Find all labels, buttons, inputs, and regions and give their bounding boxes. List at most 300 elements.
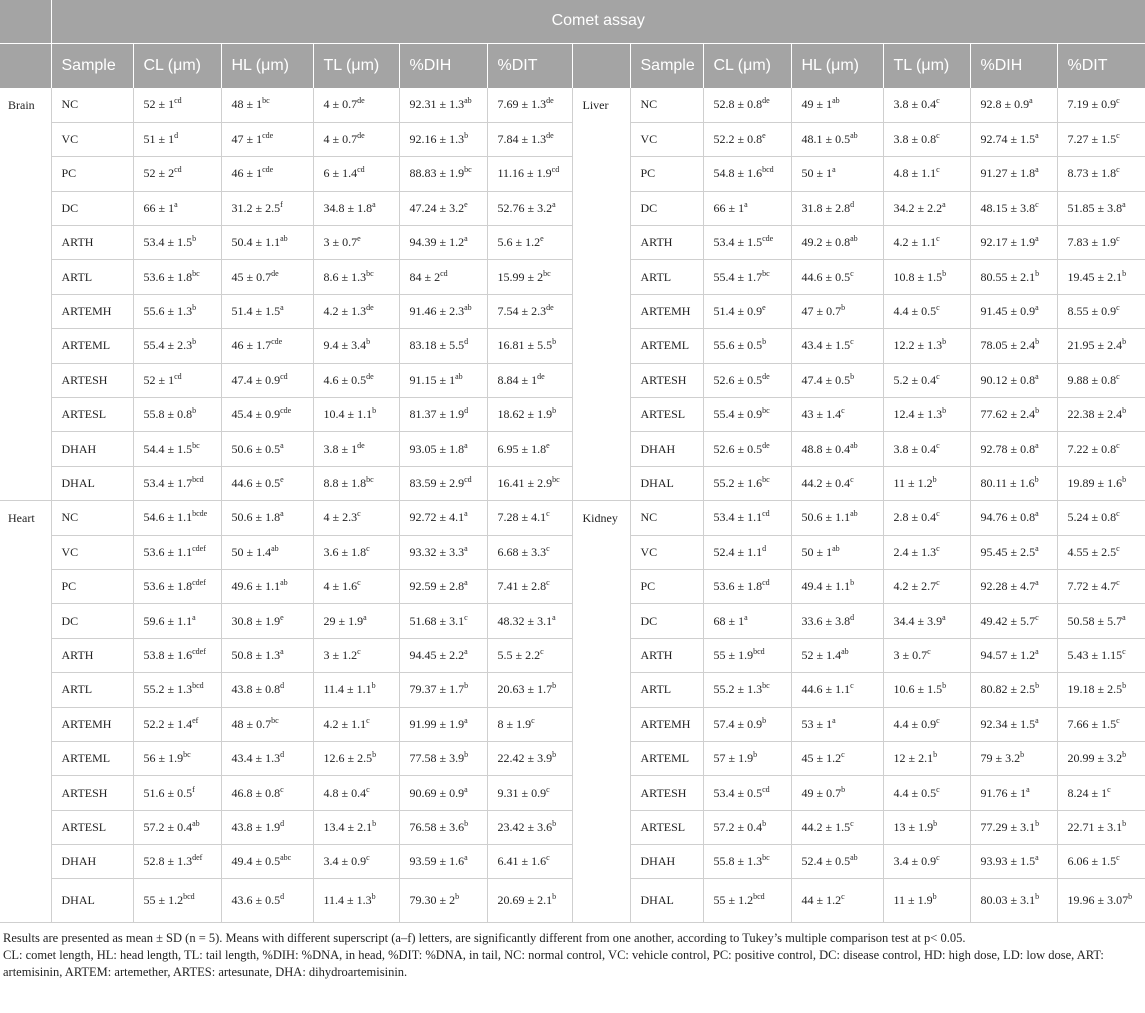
organ-label-right: Kidney [572, 501, 630, 923]
cl-value: 56 ± 1.9 [143, 751, 184, 766]
dih-cell [399, 604, 487, 638]
hl-cell [221, 191, 313, 225]
dih-superscript: a [1035, 509, 1039, 519]
dih-superscript: b [1035, 268, 1040, 278]
tl-value: 11.4 ± 1.1 [323, 682, 372, 697]
cl-superscript: cdef [192, 543, 206, 553]
header-sample-right: Sample [630, 43, 703, 88]
dit-cell [1057, 673, 1145, 707]
dit-superscript: c [1116, 509, 1120, 519]
dit-value: 7.41 ± 2.8 [497, 579, 547, 594]
dih-superscript: a [1035, 543, 1039, 553]
tl-cell [883, 673, 970, 707]
cl-cell [703, 638, 791, 672]
dit-cell [1057, 638, 1145, 672]
dih-cell [970, 707, 1057, 741]
cl-cell [703, 741, 791, 775]
tl-superscript: c [936, 371, 940, 381]
sample-cell: ARTL [630, 260, 703, 294]
dit-cell [1057, 157, 1145, 191]
dih-value: 91.27 ± 1.8 [980, 166, 1036, 181]
cl-cell [133, 226, 221, 260]
tl-value: 12.6 ± 2.5 [323, 751, 373, 766]
cl-value: 52.6 ± 0.5 [713, 441, 763, 456]
cl-value: 53.6 ± 1.8 [713, 579, 763, 594]
tl-superscript: c [366, 853, 370, 863]
tl-cell [883, 88, 970, 122]
hl-value: 44.6 ± 0.5 [231, 475, 281, 490]
dih-superscript: c [1035, 612, 1039, 622]
tl-cell [883, 638, 970, 672]
dih-cell [399, 845, 487, 879]
hl-cell [221, 879, 313, 923]
tl-superscript: c [936, 509, 940, 519]
tl-value: 3 ± 1.2 [323, 647, 358, 662]
tl-cell [313, 260, 399, 294]
dit-value: 5.43 ± 1.15 [1067, 647, 1123, 662]
dit-value: 5.5 ± 2.2 [497, 647, 541, 662]
tl-value: 4.2 ± 1.1 [323, 716, 367, 731]
tl-cell [313, 741, 399, 775]
hl-cell [221, 673, 313, 707]
cl-superscript: bcde [192, 509, 208, 519]
cl-value: 53.4 ± 1.5 [143, 235, 193, 250]
cl-cell [703, 260, 791, 294]
hl-superscript: ab [850, 234, 858, 244]
dih-superscript: cd [440, 268, 448, 278]
dih-value: 80.03 ± 3.1 [980, 893, 1036, 908]
hl-cell [791, 260, 883, 294]
hl-value: 49 ± 1 [801, 97, 833, 112]
tl-cell [883, 569, 970, 603]
tl-cell [313, 363, 399, 397]
hl-value: 46 ± 1.7 [231, 338, 272, 353]
cl-value: 53.4 ± 1.7 [143, 475, 193, 490]
dit-superscript: c [1116, 853, 1120, 863]
tl-value: 11.4 ± 1.3 [323, 893, 372, 908]
dit-value: 22.38 ± 2.4 [1067, 407, 1123, 422]
cl-cell [703, 157, 791, 191]
dih-superscript: a [464, 853, 468, 863]
dih-cell [399, 157, 487, 191]
hl-superscript: a [832, 165, 836, 175]
dit-cell [487, 122, 572, 156]
cl-superscript: de [762, 440, 770, 450]
tl-superscript: c [936, 165, 940, 175]
dih-superscript: b [1035, 892, 1040, 902]
dit-cell [487, 432, 572, 466]
tl-cell [313, 879, 399, 923]
cl-value: 53.4 ± 1.1 [713, 510, 763, 525]
sample-cell: ARTESL [51, 398, 133, 432]
organ-label-right: Liver [572, 88, 630, 501]
dih-cell [970, 638, 1057, 672]
dit-cell [1057, 363, 1145, 397]
hl-value: 44 ± 1.2 [801, 893, 842, 908]
dih-superscript: b [464, 750, 469, 760]
cl-cell [703, 535, 791, 569]
cl-value: 52.2 ± 1.4 [143, 716, 193, 731]
cl-superscript: bc [192, 440, 200, 450]
hl-cell [791, 535, 883, 569]
footnote-stats: Results are presented as mean ± SD (n = 5). Means with different superscript (a–f) letters, are significantly different from one another, according to Tukey’s multiple comparison test at p< 0.05. [3, 931, 966, 946]
dit-superscript: de [537, 371, 545, 381]
sample-cell: DHAL [51, 879, 133, 923]
cl-value: 53.8 ± 1.6 [143, 647, 193, 662]
sample-cell: VC [630, 535, 703, 569]
tl-superscript: c [936, 440, 940, 450]
hl-value: 47 ± 1 [231, 132, 263, 147]
dih-superscript: ab [464, 96, 472, 106]
dit-superscript: de [546, 96, 554, 106]
tl-cell [883, 398, 970, 432]
dih-cell [970, 329, 1057, 363]
cl-value: 52.6 ± 0.5 [713, 372, 763, 387]
dih-superscript: a [1035, 578, 1039, 588]
dih-value: 94.76 ± 0.8 [980, 510, 1036, 525]
tl-cell [883, 122, 970, 156]
hl-value: 50 ± 1.4 [231, 544, 272, 559]
dit-cell [1057, 122, 1145, 156]
tl-cell [313, 501, 399, 535]
header-dit-left: %DIT [487, 43, 572, 88]
sample-cell: VC [630, 122, 703, 156]
cl-cell [703, 707, 791, 741]
cl-value: 55 ± 1.9 [713, 647, 754, 662]
hl-superscript: a [832, 715, 836, 725]
dih-cell [970, 294, 1057, 328]
hl-value: 45 ± 1.2 [801, 751, 842, 766]
tl-value: 4.8 ± 1.1 [893, 166, 937, 181]
dih-value: 93.05 ± 1.8 [409, 441, 465, 456]
hl-value: 43.8 ± 1.9 [231, 819, 281, 834]
dih-value: 92.78 ± 0.8 [980, 441, 1036, 456]
hl-superscript: d [280, 681, 285, 691]
tl-cell [883, 776, 970, 810]
dit-value: 7.72 ± 4.7 [1067, 579, 1117, 594]
dih-value: 77.58 ± 3.9 [409, 751, 465, 766]
dih-superscript: b [1020, 750, 1025, 760]
dih-cell [399, 329, 487, 363]
cl-superscript: a [174, 199, 178, 209]
header-mid-blank [572, 43, 630, 88]
hl-superscript: cde [262, 165, 274, 175]
dit-cell [487, 569, 572, 603]
sample-cell: ARTL [51, 260, 133, 294]
sample-cell: ARTL [630, 673, 703, 707]
hl-value: 43.8 ± 0.8 [231, 682, 281, 697]
sample-cell: ARTEMH [51, 294, 133, 328]
tl-superscript: c [366, 784, 370, 794]
hl-superscript: ab [280, 578, 288, 588]
hl-cell [791, 879, 883, 923]
hl-cell [221, 707, 313, 741]
cl-cell [703, 845, 791, 879]
cl-value: 52 ± 1 [143, 372, 175, 387]
dit-value: 16.81 ± 5.5 [497, 338, 553, 353]
cl-value: 53.4 ± 0.5 [713, 785, 763, 800]
dit-superscript: c [1116, 303, 1120, 313]
tl-superscript: de [357, 440, 365, 450]
dit-superscript: de [546, 131, 554, 141]
cl-value: 52.2 ± 0.8 [713, 132, 763, 147]
tl-cell [883, 363, 970, 397]
dit-value: 7.27 ± 1.5 [1067, 132, 1117, 147]
sample-cell: PC [630, 157, 703, 191]
dit-superscript: bc [543, 268, 551, 278]
cl-value: 68 ± 1 [713, 613, 745, 628]
dih-value: 83.18 ± 5.5 [409, 338, 465, 353]
dit-value: 19.18 ± 2.5 [1067, 682, 1123, 697]
dih-cell [970, 88, 1057, 122]
hl-superscript: ab [850, 853, 858, 863]
dih-value: 77.29 ± 3.1 [980, 819, 1036, 834]
tl-value: 12 ± 2.1 [893, 751, 934, 766]
cl-cell [133, 260, 221, 294]
cl-superscript: bcd [192, 474, 204, 484]
organ-label-left: Heart [0, 501, 51, 923]
cl-cell [703, 398, 791, 432]
hl-superscript: a [280, 509, 284, 519]
sample-cell: NC [630, 501, 703, 535]
dit-value: 6.68 ± 3.3 [497, 544, 547, 559]
dit-superscript: c [546, 509, 550, 519]
sample-cell: DHAL [51, 466, 133, 500]
hl-cell [791, 122, 883, 156]
dih-cell [970, 432, 1057, 466]
cl-cell [133, 879, 221, 923]
dih-superscript: b [455, 892, 460, 902]
sample-cell: DHAH [51, 432, 133, 466]
dit-superscript: a [552, 199, 556, 209]
tl-cell [883, 466, 970, 500]
tl-value: 4.6 ± 0.5 [323, 372, 367, 387]
tl-cell [313, 329, 399, 363]
hl-cell [791, 569, 883, 603]
tl-value: 4.4 ± 0.9 [893, 716, 937, 731]
cl-value: 66 ± 1 [143, 200, 175, 215]
hl-superscript: d [850, 199, 855, 209]
cl-value: 55.6 ± 1.3 [143, 304, 193, 319]
dit-value: 20.69 ± 2.1 [497, 893, 553, 908]
tl-superscript: b [942, 268, 947, 278]
hl-cell [791, 741, 883, 775]
hl-value: 43.4 ± 1.3 [231, 751, 281, 766]
cl-superscript: b [192, 406, 197, 416]
cl-superscript: b [762, 337, 767, 347]
hl-cell [221, 569, 313, 603]
tl-cell [313, 191, 399, 225]
dih-cell [399, 501, 487, 535]
tl-cell [883, 191, 970, 225]
dit-value: 7.84 ± 1.3 [497, 132, 547, 147]
dih-value: 93.32 ± 3.3 [409, 544, 465, 559]
dit-value: 21.95 ± 2.4 [1067, 338, 1123, 353]
cl-superscript: b [762, 818, 767, 828]
cl-superscript: bcd [753, 892, 765, 902]
sample-cell: ARTESL [630, 810, 703, 844]
tl-value: 9.4 ± 3.4 [323, 338, 367, 353]
hl-superscript: b [841, 784, 846, 794]
organ-label-left: Brain [0, 88, 51, 501]
cl-value: 57.2 ± 0.4 [143, 819, 193, 834]
sample-cell: NC [51, 501, 133, 535]
cl-cell [703, 88, 791, 122]
dit-cell [1057, 466, 1145, 500]
dit-superscript: b [1122, 337, 1127, 347]
tl-value: 4.8 ± 0.4 [323, 785, 367, 800]
dih-superscript: b [1035, 406, 1040, 416]
tl-superscript: b [366, 337, 371, 347]
hl-cell [791, 776, 883, 810]
dit-superscript: a [1122, 199, 1126, 209]
hl-superscript: abc [280, 853, 292, 863]
dit-superscript: c [546, 543, 550, 553]
cl-superscript: bc [183, 750, 191, 760]
dih-value: 91.45 ± 0.9 [980, 304, 1036, 319]
cl-superscript: def [192, 853, 203, 863]
tl-cell [883, 432, 970, 466]
dih-cell [970, 776, 1057, 810]
cl-cell [133, 88, 221, 122]
cl-value: 57.2 ± 0.4 [713, 819, 763, 834]
dih-cell [399, 260, 487, 294]
hl-superscript: cde [280, 406, 292, 416]
cl-value: 55.6 ± 0.5 [713, 338, 763, 353]
dit-cell [487, 535, 572, 569]
tl-value: 4.2 ± 1.1 [893, 235, 937, 250]
cl-value: 55.2 ± 1.3 [713, 682, 763, 697]
dih-superscript: ab [455, 371, 463, 381]
sample-cell: ARTESL [51, 810, 133, 844]
hl-cell [221, 501, 313, 535]
dih-superscript: ab [464, 303, 472, 313]
cl-superscript: bc [762, 853, 770, 863]
hl-value: 50.4 ± 1.1 [231, 235, 281, 250]
dih-cell [399, 432, 487, 466]
cl-value: 66 ± 1 [713, 200, 745, 215]
dit-superscript: c [1116, 165, 1120, 175]
dit-cell [487, 604, 572, 638]
hl-superscript: cde [271, 337, 283, 347]
tl-superscript: c [357, 646, 361, 656]
sample-cell: ARTH [630, 226, 703, 260]
hl-cell [791, 638, 883, 672]
hl-value: 43 ± 1.4 [801, 407, 842, 422]
cl-value: 57.4 ± 0.9 [713, 716, 763, 731]
sample-cell: ARTEMH [630, 707, 703, 741]
dih-superscript: a [1035, 715, 1039, 725]
dih-cell [399, 294, 487, 328]
cl-value: 53.6 ± 1.8 [143, 269, 193, 284]
dit-superscript: c [1116, 440, 1120, 450]
header-hl-right: HL (μm) [791, 43, 883, 88]
dit-cell [1057, 294, 1145, 328]
tl-value: 10.4 ± 1.1 [323, 407, 373, 422]
sample-cell: ARTESH [51, 363, 133, 397]
tl-superscript: c [936, 784, 940, 794]
dit-value: 23.42 ± 3.6 [497, 819, 553, 834]
sample-cell: ARTEML [630, 329, 703, 363]
tl-cell [883, 226, 970, 260]
dit-superscript: b [552, 337, 557, 347]
tl-superscript: a [372, 199, 376, 209]
dih-superscript: a [1029, 96, 1033, 106]
cl-cell [133, 604, 221, 638]
hl-superscript: e [280, 612, 284, 622]
dit-cell [487, 741, 572, 775]
tl-value: 13.4 ± 2.1 [323, 819, 373, 834]
cl-superscript: ef [192, 715, 199, 725]
hl-superscript: c [841, 406, 845, 416]
tl-cell [313, 226, 399, 260]
cl-cell [133, 535, 221, 569]
dit-cell [487, 260, 572, 294]
dih-superscript: a [464, 509, 468, 519]
cl-superscript: a [744, 199, 748, 209]
sample-cell: DHAL [630, 879, 703, 923]
tl-superscript: c [357, 509, 361, 519]
tl-cell [313, 398, 399, 432]
dih-superscript: a [464, 784, 468, 794]
cl-cell [703, 122, 791, 156]
dit-value: 7.19 ± 0.9 [1067, 97, 1117, 112]
dih-value: 80.11 ± 1.6 [980, 475, 1035, 490]
cl-cell [703, 810, 791, 844]
dit-value: 20.99 ± 3.2 [1067, 751, 1123, 766]
tl-value: 34.4 ± 3.9 [893, 613, 943, 628]
sample-cell: DC [51, 604, 133, 638]
hl-cell [791, 810, 883, 844]
dih-cell [399, 398, 487, 432]
hl-cell [791, 363, 883, 397]
hl-superscript: bc [271, 715, 279, 725]
cl-cell [133, 122, 221, 156]
dih-superscript: c [464, 612, 468, 622]
dih-cell [399, 810, 487, 844]
cl-value: 55 ± 1.2 [713, 893, 754, 908]
dih-cell [399, 191, 487, 225]
dih-superscript: b [1035, 337, 1040, 347]
tl-value: 3.8 ± 1 [323, 441, 358, 456]
header-sample-left: Sample [51, 43, 133, 88]
dih-value: 83.59 ± 2.9 [409, 475, 465, 490]
cl-superscript: cd [174, 165, 182, 175]
cl-value: 53.6 ± 1.1 [143, 544, 193, 559]
tl-value: 29 ± 1.9 [323, 613, 364, 628]
dih-cell [970, 157, 1057, 191]
dih-superscript: a [464, 543, 468, 553]
header-dih-right: %DIH [970, 43, 1057, 88]
dit-cell [1057, 879, 1145, 923]
tl-value: 4 ± 1.6 [323, 579, 358, 594]
tl-value: 4 ± 2.3 [323, 510, 358, 525]
hl-superscript: d [280, 892, 285, 902]
dit-superscript: b [1122, 750, 1127, 760]
dit-value: 5.6 ± 1.2 [497, 235, 541, 250]
dit-superscript: bc [552, 474, 560, 484]
tl-superscript: bc [366, 268, 374, 278]
dih-value: 92.8 ± 0.9 [980, 97, 1030, 112]
title-corner [0, 0, 51, 43]
dih-value: 79 ± 3.2 [980, 751, 1021, 766]
sample-cell: ARTEMH [51, 707, 133, 741]
dit-superscript: b [1122, 681, 1127, 691]
dit-value: 22.71 ± 3.1 [1067, 819, 1123, 834]
header-tl-right: TL (μm) [883, 43, 970, 88]
dih-value: 94.45 ± 2.2 [409, 647, 465, 662]
dih-value: 49.42 ± 5.7 [980, 613, 1036, 628]
